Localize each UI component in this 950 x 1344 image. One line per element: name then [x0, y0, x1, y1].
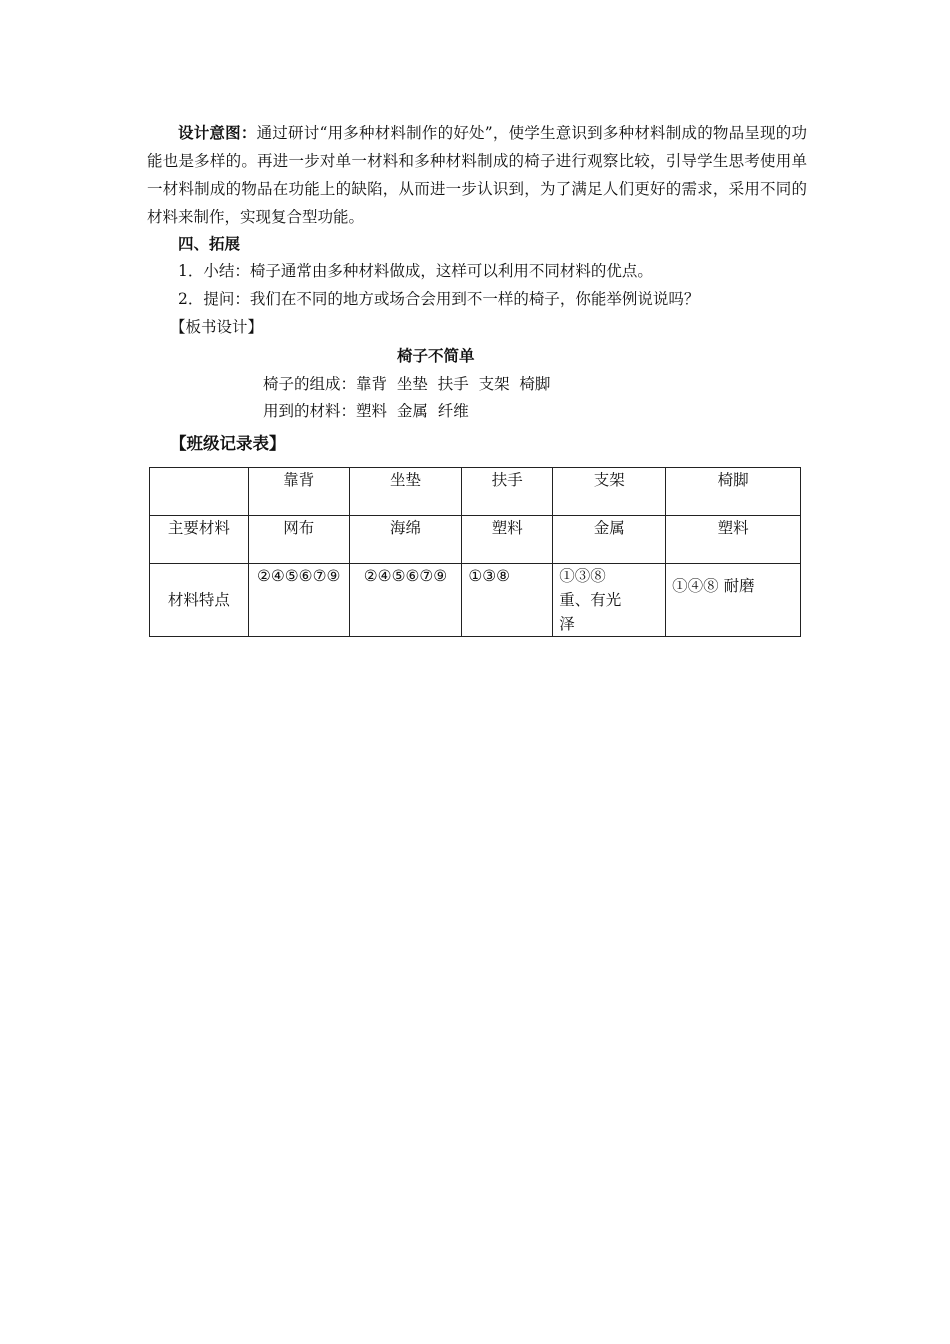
row-label-material-properties: 材料特点 — [150, 564, 249, 637]
table-row — [150, 516, 801, 564]
table-cell: 塑料 — [666, 516, 801, 564]
class-record-table — [149, 467, 801, 637]
section-heading-extension: 四、拓展 — [178, 235, 241, 253]
board-title: 椅子不简单 — [397, 347, 475, 365]
design-intent-text: 通过研讨“用多种材料制作的好处”，使学生意识到多种材料制成的物品呈现的功能也是多样的。再进一步对单一材料和多种材料制成的椅子进行观察比较，引导学生思考使用单一材料制成的物品在功能上的缺陷，从而进一步认识到，为了满足人们更好的需求，采用不同的材料来制作，实现复合型功能。 — [147, 124, 807, 226]
table-cell: 塑料 — [462, 516, 553, 564]
row-label-main-material: 主要材料 — [150, 516, 249, 564]
table-cell: 网布 — [248, 516, 349, 564]
design-intent-paragraph — [147, 119, 807, 231]
table-cell: 金属 — [553, 516, 666, 564]
question-item: 2．提问：我们在不同的地方或场合会用到不一样的椅子，你能举例说说吗？ — [178, 290, 700, 308]
class-record-heading: 【班级记录表】 — [170, 434, 286, 453]
chair-parts-line: 椅子的组成：靠背 坐垫 扶手 支架 椅脚 — [263, 375, 551, 393]
design-intent-label: 设计意图： — [178, 124, 257, 142]
materials-line: 用到的材料：塑料 金属 纤维 — [263, 402, 469, 420]
summary-item: 1．小结：椅子通常由多种材料做成，这样可以利用不同材料的优点。 — [178, 262, 653, 280]
board-design-heading: 【板书设计】 — [170, 318, 264, 336]
header-cushion: 坐垫 — [349, 468, 462, 516]
header-legs: 椅脚 — [666, 468, 801, 516]
table-cell: ②④⑤⑥⑦⑨ — [248, 564, 349, 637]
table-cell: 海绵 — [349, 516, 462, 564]
table-cell: ①③⑧ — [462, 564, 553, 637]
table-corner-cell — [150, 468, 249, 516]
header-armrest: 扶手 — [462, 468, 553, 516]
table-cell: ①③⑧ 重、有光泽 — [553, 564, 666, 637]
header-frame: 支架 — [553, 468, 666, 516]
table-row — [150, 564, 801, 637]
table-cell: ①④⑧ 耐磨 — [666, 564, 801, 637]
table-cell: ②④⑤⑥⑦⑨ — [349, 564, 462, 637]
header-backrest: 靠背 — [248, 468, 349, 516]
table-header-row — [150, 468, 801, 516]
